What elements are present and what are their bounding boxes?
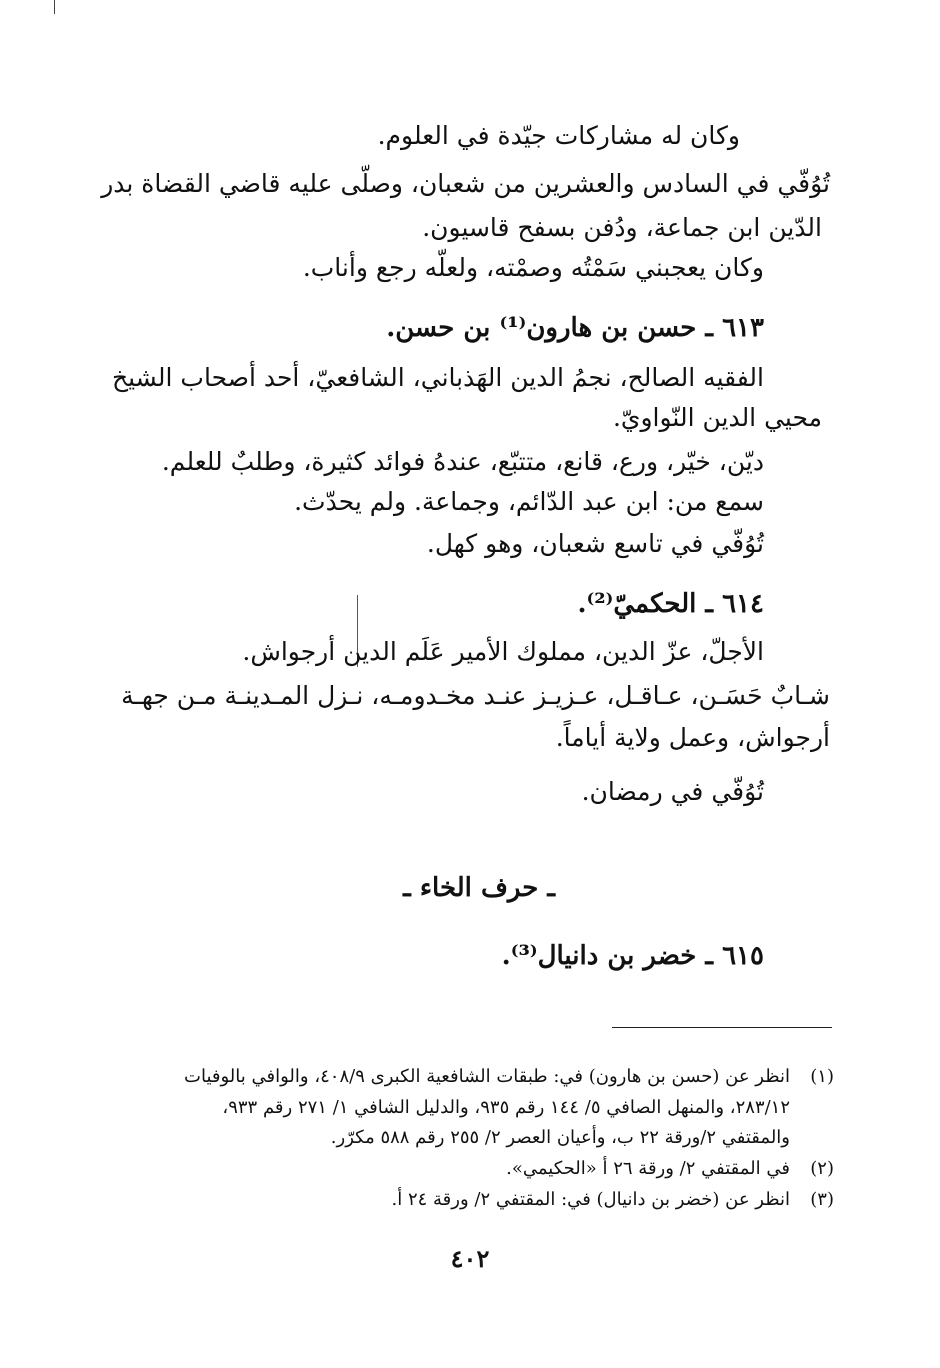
body-line: أرجواش، وعمل ولاية أياماً. <box>555 723 830 752</box>
footnote-number: (٢) <box>810 1158 834 1179</box>
body-line: الفقيه الصالح، نجمُ الدين الهَذباني، الشافعيّ، أحد أصحاب الشيخ <box>111 363 764 392</box>
footnote-number: (١) <box>810 1066 834 1087</box>
footnote-line: انظر عن (خضر بن دانيال) في: المقتفي ٢/ ورقة ٢٤ أ. <box>391 1189 790 1210</box>
body-line: تُوُفّي في السادس والعشرين من شعبان، وصلّى عليه قاضي القضاة بدر <box>101 169 830 198</box>
body-line: الأجلّ، عزّ الدين، مملوك الأمير عَلَم الدين أرجواش. <box>242 637 764 666</box>
entry-heading-615: ٦١٥ ـ خضر بن دانيال⁽³⁾. <box>501 941 764 971</box>
scan-mark <box>54 0 55 14</box>
body-line: تُوُفّي في رمضان. <box>581 777 764 806</box>
body-line: الدّين ابن جماعة، ودُفن بسفح قاسيون. <box>422 213 822 242</box>
page-number: ٤٠٢ <box>450 1244 490 1273</box>
entry-heading-613: ٦١٣ ـ حسن بن هارون⁽¹⁾ بن حسن. <box>386 313 764 343</box>
footnote-line: في المقتفي ٢/ ورقة ٢٦ أ «الحكيمي». <box>506 1158 790 1179</box>
body-line: سمع من: ابن عبد الدّائم، وجماعة. ولم يحدّث. <box>294 487 764 516</box>
footnote-separator <box>612 1027 832 1028</box>
footnote-line: والمقتفي ٢/ورقة ٢٢ ب، وأعيان العصر ٢/ ٢٥٥ رقم ٥٨٨ مكرّر. <box>330 1127 790 1148</box>
body-line: محيي الدين النّواويّ. <box>612 403 822 432</box>
body-line: ديّن، خيّر، ورع، قانع، متتبّع، عندهُ فوائد كثيرة، وطلبٌ للعلم. <box>161 447 764 476</box>
body-line: تُوُفّي في تاسع شعبان، وهو كهل. <box>426 529 764 558</box>
section-heading: ـ حرف الخاء ـ <box>403 873 555 903</box>
footnote-line: ٢٨٣/١٢، والمنهل الصافي ٥/ ١٤٤ رقم ٩٣٥، والدليل الشافي ١/ ٢٧١ رقم ٩٣٣، <box>222 1097 790 1118</box>
body-line: شـابٌ حَسَـن، عـاقـل، عـزيـز عنـد مخـدومـه، نـزل المـدينـة مـن جهـة <box>121 681 830 710</box>
body-line: وكان يعجبني سَمْتُه وصمْته، ولعلّه رجع وأناب. <box>302 253 764 282</box>
footnote-number: (٣) <box>810 1189 834 1210</box>
entry-heading-614: ٦١٤ ـ الحكميّ⁽²⁾. <box>577 589 764 619</box>
footnote-line: انظر عن (حسن بن هارون) في: طبقات الشافعية الكبرى ٤٠٨/٩، والوافي بالوفيات <box>184 1066 790 1087</box>
body-line: وكان له مشاركات جيّدة في العلوم. <box>377 121 740 150</box>
